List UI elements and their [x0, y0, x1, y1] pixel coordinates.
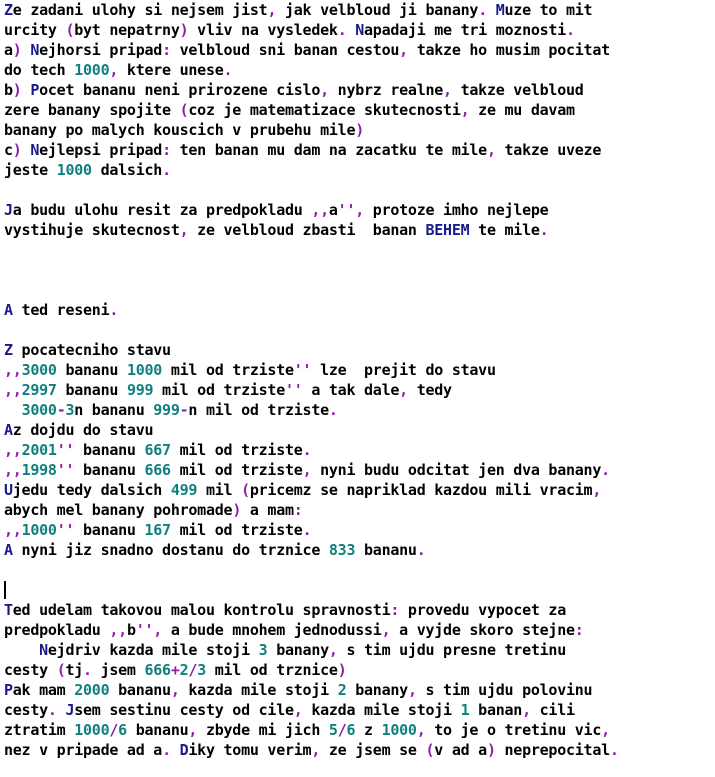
text-line: [4, 380, 712, 400]
text-line: [4, 100, 712, 120]
text-run: ,: [293, 701, 303, 719]
text-run: M: [495, 1, 505, 19]
text-run: z: [355, 721, 382, 739]
text-run: a mam: [241, 501, 294, 519]
text-run: to je o tretinu vic: [425, 721, 602, 739]
text-run: .: [162, 741, 171, 759]
text-line: [4, 180, 712, 200]
text-run: nyni jiz snadno dostanu do trznice: [12, 541, 329, 559]
text-run: (: [241, 481, 250, 499]
text-line: [4, 220, 712, 240]
text-run: ztratim: [4, 721, 75, 739]
text-run: .: [302, 441, 312, 459]
text-run: neprepocital: [495, 741, 610, 759]
text-run: 1000: [381, 721, 417, 739]
text-run: '': [56, 461, 75, 479]
text-run: tj: [65, 661, 84, 679]
text-run: 1000: [56, 161, 92, 179]
text-run: bananu: [74, 461, 145, 479]
text-run: .: [223, 61, 233, 79]
text-run: a vyjde skoro stejne: [390, 621, 575, 639]
text-run: (: [56, 661, 66, 679]
text-run: mil od trziste: [153, 381, 285, 399]
text-line: [4, 700, 712, 720]
text-run: ,: [601, 721, 610, 739]
text-run: b: [4, 81, 13, 99]
text-run: mil od trziste: [170, 521, 303, 539]
text-run: ,: [328, 641, 338, 659]
text-run: pocatecniho stavu: [12, 341, 171, 359]
text-line: [4, 500, 712, 520]
text-run: /: [188, 661, 198, 679]
text-line: [4, 520, 712, 540]
text-run: .: [47, 701, 57, 719]
text-run: nez v pripade ad a: [4, 741, 163, 759]
text-run: bananu: [109, 681, 171, 699]
text-run: ted reseni: [12, 301, 110, 319]
text-run: mil od trziste: [162, 361, 294, 379]
text-run: ,,: [109, 621, 127, 639]
text-run: kazda mile stoji: [302, 701, 461, 719]
text-line: [4, 0, 712, 20]
text-run: jedu tedy dalsich: [12, 481, 171, 499]
text-run: U: [4, 481, 13, 499]
text-run: 6: [346, 721, 356, 739]
text-run: ,,: [4, 521, 22, 539]
text-run: ,: [320, 81, 329, 99]
text-run: ,: [416, 721, 426, 739]
text-run: pricemz se napriklad kazdou mili vracim: [249, 481, 593, 499]
text-run: 666: [144, 661, 171, 679]
text-run: '': [285, 381, 303, 399]
text-run: c: [4, 141, 13, 159]
text-run: ): [232, 501, 242, 519]
text-run: N: [355, 21, 365, 39]
text-run: .: [539, 221, 549, 239]
text-run: mil od trziste: [170, 461, 303, 479]
text-run: 833: [328, 541, 356, 559]
text-run: ,,: [4, 441, 22, 459]
text-run: T: [4, 601, 13, 619]
text-run: '',: [135, 621, 163, 639]
text-run: [171, 741, 180, 759]
text-line: [4, 560, 712, 580]
text-run: .: [566, 21, 575, 39]
text-run: a budu ulohu resit za predpokladu: [12, 201, 312, 219]
text-line: [4, 320, 712, 340]
text-run: zere banany spojite: [4, 101, 180, 119]
text-run: :: [162, 141, 171, 159]
text-line: [4, 400, 712, 420]
text-run: 999: [153, 401, 180, 419]
text-run: 3: [197, 661, 206, 679]
text-run: ze velbloud zbasti banan: [188, 221, 426, 239]
text-run: predpokladu: [4, 621, 110, 639]
text-line: [4, 120, 712, 140]
text-run: ,: [486, 141, 496, 159]
text-run: 1000: [21, 521, 57, 539]
text-line: [4, 480, 712, 500]
text-line: [4, 260, 712, 280]
text-line: [4, 80, 712, 100]
text-run: cili: [530, 701, 575, 719]
text-run: +: [170, 661, 180, 679]
text-run: ,: [311, 741, 321, 759]
text-run: 1000: [126, 361, 163, 379]
text-line: [4, 640, 712, 660]
text-run: J: [65, 701, 75, 719]
text-run: ,,: [4, 381, 22, 399]
text-run: ): [179, 21, 189, 39]
text-run: '': [293, 361, 312, 379]
text-run: 3: [258, 641, 268, 659]
text-line: [4, 360, 712, 380]
text-cursor: [4, 581, 6, 599]
text-run: ed udelam takovou malou kontrolu spravnosti: [12, 601, 391, 619]
text-run: ,: [407, 681, 417, 699]
text-run: J: [4, 201, 13, 219]
text-run: P: [30, 81, 40, 99]
text-run: bananu: [126, 721, 189, 739]
text-run: coz je matematizace skutecnosti: [188, 101, 461, 119]
text-run: ): [337, 661, 347, 679]
text-run: '': [56, 521, 75, 539]
text-run: (: [65, 21, 75, 39]
text-run: 2997: [21, 381, 57, 399]
text-run: .: [601, 461, 610, 479]
text-line: [4, 140, 712, 160]
text-run: 667: [144, 441, 171, 459]
text-run: ): [486, 741, 496, 759]
text-run: provedu vypocet za: [399, 601, 566, 619]
text-line: [4, 200, 712, 220]
text-run: .: [478, 1, 487, 19]
text-run: jak velbloud ji banany: [276, 1, 479, 19]
text-run: mil: [197, 481, 242, 499]
text-run: P: [4, 681, 13, 699]
text-run: A: [4, 541, 13, 559]
text-run: 499: [170, 481, 198, 499]
text-run: [487, 1, 496, 19]
text-run: bananu: [56, 361, 127, 379]
text-run: ejdriv kazda mile stoji: [47, 641, 259, 659]
text-run: z dojdu do stavu: [12, 421, 154, 439]
text-run: ocet bananu neni prirozene cislo: [39, 81, 321, 99]
text-run: s tim ujdu polovinu: [416, 681, 593, 699]
text-run: A: [4, 421, 13, 439]
text-run: 1000: [74, 61, 110, 79]
text-line: [4, 600, 712, 620]
text-run: 5: [328, 721, 338, 739]
text-run: .: [162, 161, 171, 179]
text-run: .: [337, 21, 347, 39]
text-run: /: [109, 721, 119, 739]
text-run: '': [56, 441, 75, 459]
text-run: takze uveze: [495, 141, 602, 159]
text-run: takze velbloud: [451, 81, 584, 99]
text-run: /: [337, 721, 347, 739]
text-run: jsem: [91, 661, 145, 679]
text-run: ,,: [4, 361, 22, 379]
text-run: .: [609, 741, 619, 759]
text-run: ,: [188, 721, 198, 739]
text-run: :: [574, 621, 584, 639]
text-run: D: [179, 741, 189, 759]
text-run: -: [179, 401, 189, 419]
text-run: .: [109, 301, 119, 319]
text-run: b: [126, 621, 136, 639]
text-run: [346, 21, 355, 39]
text-line: [4, 680, 712, 700]
text-run: a: [328, 201, 338, 219]
text-run: ,: [170, 681, 180, 699]
text-run: .: [328, 401, 338, 419]
text-run: N: [30, 141, 40, 159]
text-run: 2: [337, 681, 347, 699]
text-run: ,: [443, 81, 452, 99]
text-run: bananu: [74, 521, 145, 539]
text-run: 3000: [21, 361, 57, 379]
text-line: [4, 540, 712, 560]
text-line: [4, 300, 712, 320]
text-line: [4, 40, 712, 60]
text-run: Z: [4, 341, 13, 359]
text-run: ): [12, 81, 22, 99]
text-run: 2: [179, 661, 189, 679]
text-run: ): [12, 41, 22, 59]
text-line: [4, 420, 712, 440]
text-run: apadaji me tri moznosti: [364, 21, 566, 39]
text-editor[interactable]: [4, 0, 712, 760]
text-run: bananu: [355, 541, 417, 559]
text-run: .: [302, 521, 312, 539]
text-run: nybrz realne: [328, 81, 444, 99]
text-run: jeste: [4, 161, 57, 179]
text-run: ,,: [4, 461, 22, 479]
text-run: ,: [381, 621, 391, 639]
text-run: bananu: [56, 381, 127, 399]
text-run: kazda mile stoji: [179, 681, 338, 699]
text-run: cesty: [4, 661, 57, 679]
text-run: takze ho musim pocitat: [407, 41, 610, 59]
text-run: 666: [144, 461, 171, 479]
text-run: ,: [109, 61, 119, 79]
text-run: ejlepsi pripad: [39, 141, 163, 159]
text-run: byt nepatrny: [74, 21, 180, 39]
text-run: Z: [4, 1, 13, 19]
text-run: ): [355, 121, 365, 139]
text-run: banany: [267, 641, 329, 659]
text-run: ,: [399, 381, 408, 399]
text-run: ze jsem se: [320, 741, 426, 759]
text-run: vystihuje skutecnost: [4, 221, 180, 239]
text-run: .: [83, 661, 92, 679]
text-run: ,: [460, 101, 470, 119]
text-run: :: [162, 41, 171, 59]
text-run: nyni budu odcitat jen dva banany: [311, 461, 602, 479]
text-run: N: [30, 41, 40, 59]
text-run: n bananu: [74, 401, 154, 419]
text-run: ze mu davam: [469, 101, 575, 119]
text-line: [4, 740, 712, 760]
text-run: bananu: [74, 441, 145, 459]
text-line: [4, 720, 712, 740]
text-run: v ad a: [434, 741, 487, 759]
text-line: [4, 660, 712, 680]
text-run: velbloud sni banan cestou: [170, 41, 400, 59]
text-run: n mil od trziste: [188, 401, 329, 419]
text-run: zbyde mi jich: [197, 721, 329, 739]
text-run: (: [179, 101, 189, 119]
text-run: urcity: [4, 21, 66, 39]
text-run: 167: [144, 521, 171, 539]
text-run: cesty: [4, 701, 48, 719]
text-run: a tak dale: [302, 381, 400, 399]
text-line: [4, 440, 712, 460]
text-line: [4, 160, 712, 180]
text-run: iky tomu verim: [188, 741, 312, 759]
text-run: 1000: [74, 721, 110, 739]
text-run: banany: [346, 681, 408, 699]
text-run: ,: [399, 41, 408, 59]
text-run: (: [425, 741, 435, 759]
text-run: ): [12, 141, 22, 159]
text-run: abych mel banany pohromade: [4, 501, 233, 519]
text-run: ,: [592, 481, 602, 499]
text-run: -: [56, 401, 66, 419]
text-run: ,: [522, 701, 531, 719]
text-run: protoze imho nejlepe: [364, 201, 549, 219]
text-run: 1: [460, 701, 470, 719]
text-run: '',: [337, 201, 365, 219]
text-run: [4, 641, 39, 659]
text-run: 6: [118, 721, 127, 739]
text-run: :: [293, 501, 303, 519]
text-run: ak mam: [12, 681, 75, 699]
text-line: [4, 460, 712, 480]
text-run: BEHEM: [425, 221, 470, 239]
text-run: ,: [302, 461, 312, 479]
text-run: a bude mnohem jednodussi: [162, 621, 382, 639]
text-line: [4, 280, 712, 300]
text-run: te mile: [469, 221, 540, 239]
text-run: uze to mit: [504, 1, 593, 19]
text-run: ,: [179, 221, 189, 239]
text-run: banan: [469, 701, 523, 719]
text-run: sem sestinu cesty od cile: [74, 701, 294, 719]
text-run: a: [4, 41, 13, 59]
text-run: .: [416, 541, 426, 559]
text-line: [4, 20, 712, 40]
text-run: 3: [65, 401, 75, 419]
text-line: [4, 340, 712, 360]
text-run: vliv na vysledek: [188, 21, 338, 39]
text-run: 2000: [74, 681, 110, 699]
text-line: [4, 60, 712, 80]
text-line: [4, 620, 712, 640]
text-run: 1998: [21, 461, 57, 479]
text-run: ktere unese: [118, 61, 224, 79]
text-run: 3000: [21, 401, 57, 419]
text-run: ,,: [311, 201, 329, 219]
text-run: [4, 401, 22, 419]
text-run: 2001: [21, 441, 57, 459]
text-run: ,: [267, 1, 277, 19]
text-run: dalsich: [91, 161, 163, 179]
text-run: banany po malych kouscich v prubehu mile: [4, 121, 356, 139]
text-run: 999: [126, 381, 154, 399]
text-run: N: [39, 641, 48, 659]
text-run: do tech: [4, 61, 75, 79]
text-run: mil od trziste: [170, 441, 303, 459]
text-line: [4, 240, 712, 260]
text-run: s tim ujdu presne tretinu: [337, 641, 566, 659]
text-run: A: [4, 301, 13, 319]
text-run: e zadani ulohy si nejsem jist: [12, 1, 268, 19]
text-run: ten banan mu dam na zacatku te mile: [170, 141, 487, 159]
text-line: [4, 580, 712, 600]
text-run: mil od trznice: [205, 661, 338, 679]
text-run: :: [390, 601, 400, 619]
text-run: tedy: [407, 381, 452, 399]
text-run: lze prejit do stavu: [311, 361, 496, 379]
text-run: ejhorsi pripad: [39, 41, 163, 59]
